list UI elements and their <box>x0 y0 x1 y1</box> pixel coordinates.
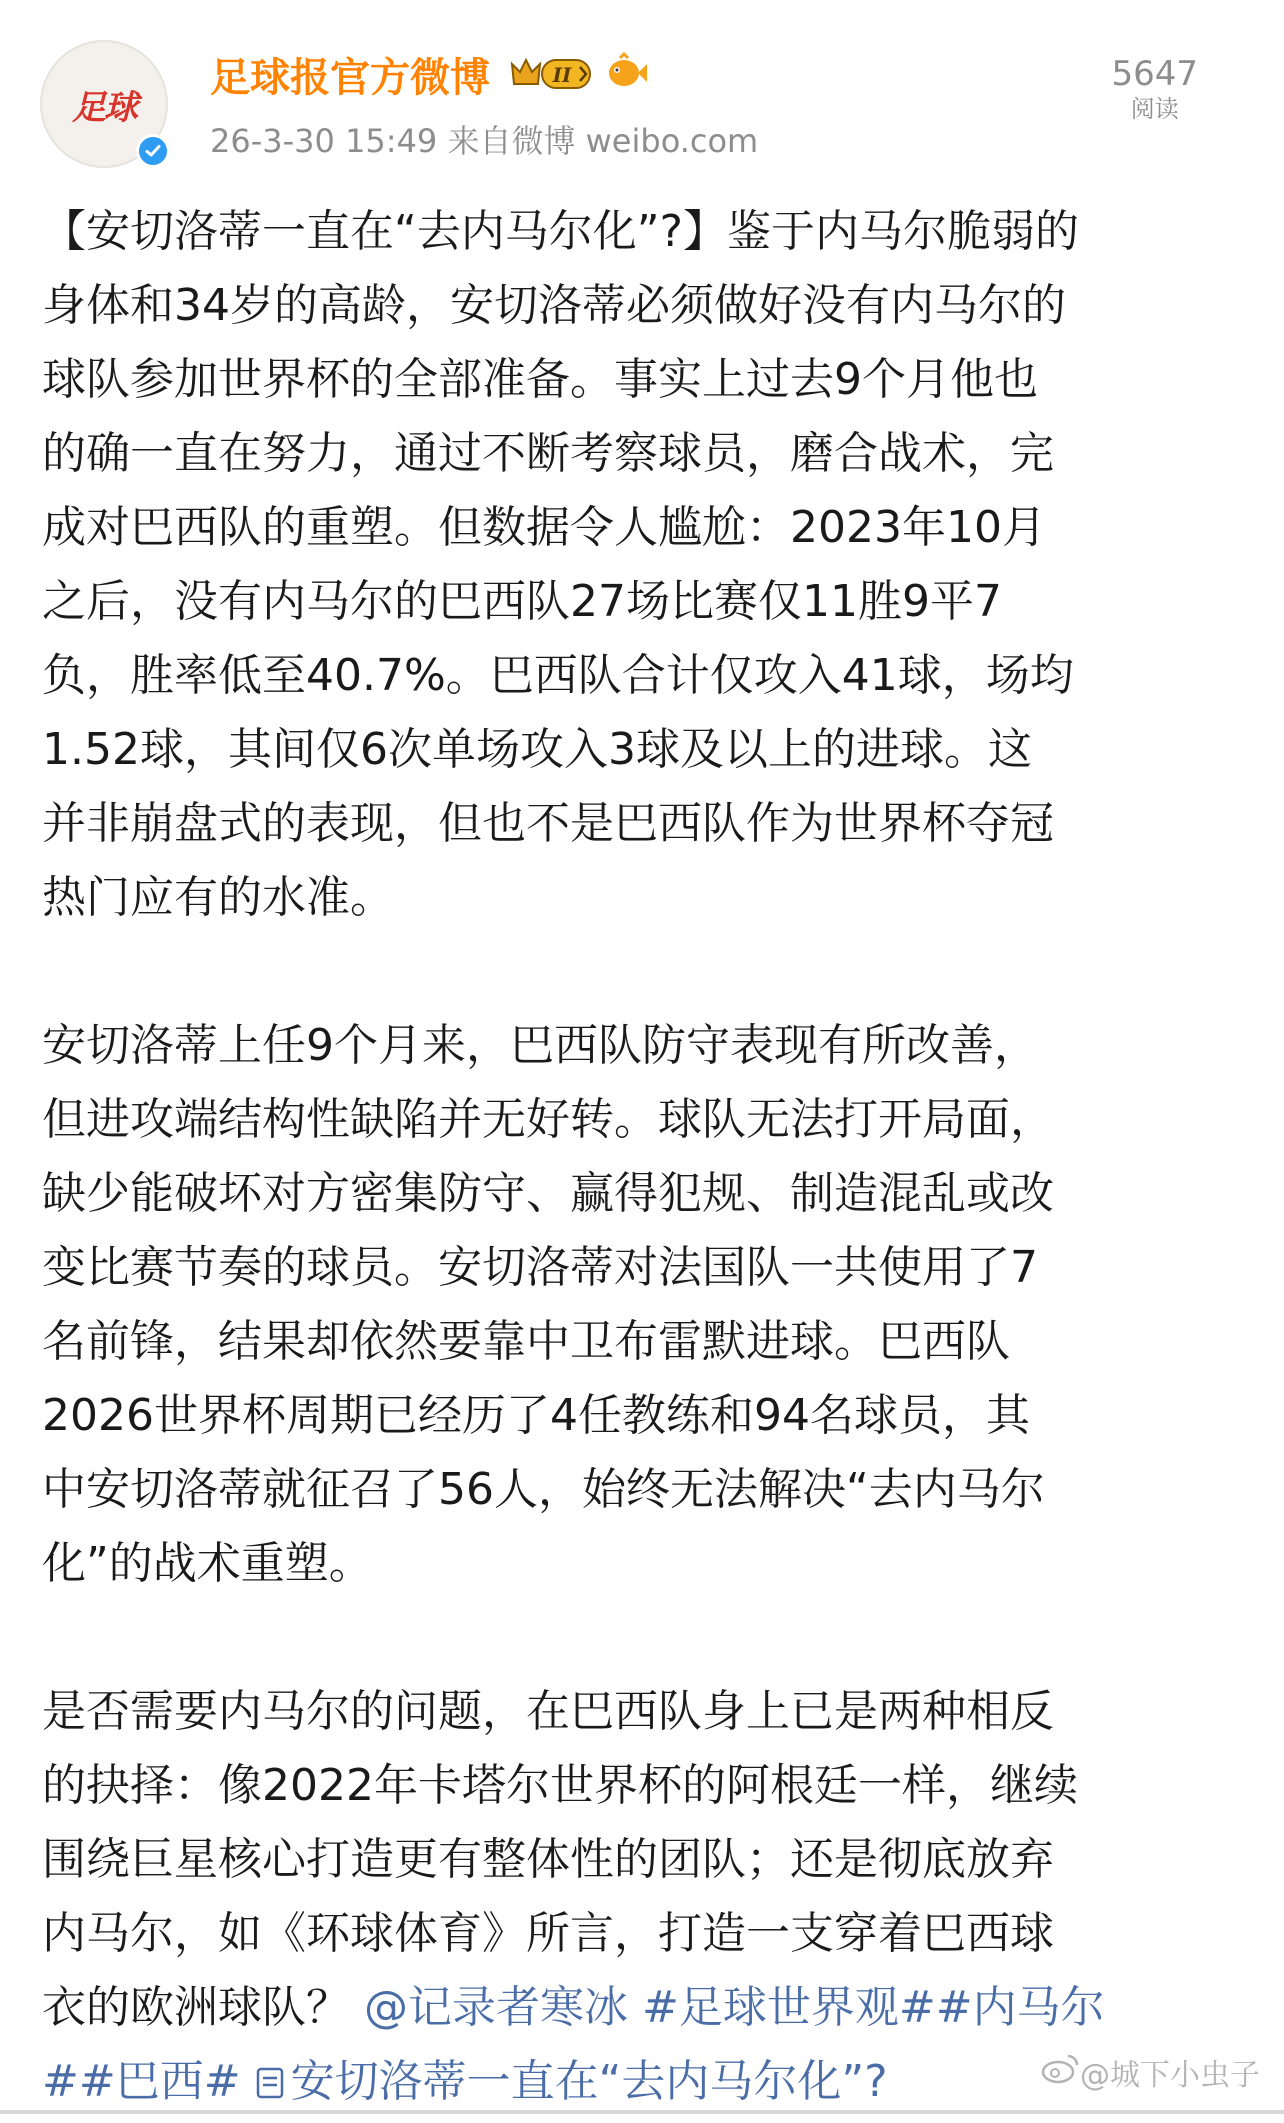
vip-badge[interactable] <box>508 54 594 94</box>
mention-link[interactable]: @记录者寒冰 <box>364 1982 628 2033</box>
hashtag-links[interactable]: #足球世界观##内马尔 ##巴西# <box>42 1982 1105 2107</box>
read-count-label: 阅读 <box>1130 95 1179 123</box>
paragraph-gap <box>42 935 1247 1009</box>
paragraph-gap <box>42 1601 1247 1675</box>
fish-icon <box>604 52 648 96</box>
user-name[interactable]: 足球报官方微博 <box>210 54 490 101</box>
vip-badge-level: II <box>552 63 572 87</box>
verified-check-icon <box>136 134 170 168</box>
weibo-logo-icon <box>1040 2052 1080 2092</box>
bottom-divider <box>0 2110 1284 2114</box>
read-count-value: 5647 <box>1111 54 1198 94</box>
watermark-text: @城下小虫子 <box>1080 2058 1260 2093</box>
avatar-logo-text: 足球 <box>72 87 136 128</box>
article-link[interactable] <box>255 2056 888 2107</box>
post-meta: 26-3-30 15:49 来自微博 weibo.com <box>210 122 759 160</box>
post-body <box>42 195 1247 2123</box>
post-header <box>0 0 1284 170</box>
read-count <box>1111 54 1198 124</box>
user-name-row <box>210 46 648 102</box>
post-paragraph-3-text: 是否需要内马尔的问题，在巴西队身上已是两种相反 的抉择：像2022年卡塔尔世界杯的阿根廷一样，继续 围绕巨星核心打造更有整体性的团队；还是彻底放弃 内马尔，如《环球体育》所言，打造一支穿着巴西球 衣的欧洲球队？ <box>42 1686 1078 2033</box>
post-paragraph-1: 【安切洛蒂一直在“去内马尔化”?】鉴于内马尔脆弱的 身体和34岁的高龄，安切洛蒂必须做好没有内马尔的 球队参加世界杯的全部准备。事实上过去9个月他也 的确一直在努力，通过不断考察球员，磨合战术，完 成对巴西队的重塑。但数据令人尴尬：2023年10月 之后，没有内马尔的巴西队27场比赛仅11胜9平7 负，胜率低至40.7%。巴西队合计仅攻入41球，场均 1.52球，其间仅6次单场攻入3球及以上的进球。这 并非崩盘式的表现，但也不是巴西队作为世界杯夺冠 热门应有的水准。 <box>42 206 1079 923</box>
weibo-watermark <box>1040 2050 1260 2094</box>
article-link-text: 安切洛蒂一直在“去内马尔化”? <box>290 2056 888 2107</box>
avatar[interactable] <box>40 40 168 168</box>
post-paragraph-2: 安切洛蒂上任9个月来，巴西队防守表现有所改善， 但进攻端结构性缺陷并无好转。球队无法打开局面， 缺少能破坏对方密集防守、赢得犯规、制造混乱或改 变比赛节奏的球员。安切洛蒂对法国队一共使用了7 名前锋，结果却依然要靠中卫布雷默进球。巴西队 2026世界杯周期已经历了4任教练和94名球员，其 中安切洛蒂就征召了56人，始终无法解决“去内马尔 化”的战术重塑。 <box>42 1020 1054 1589</box>
